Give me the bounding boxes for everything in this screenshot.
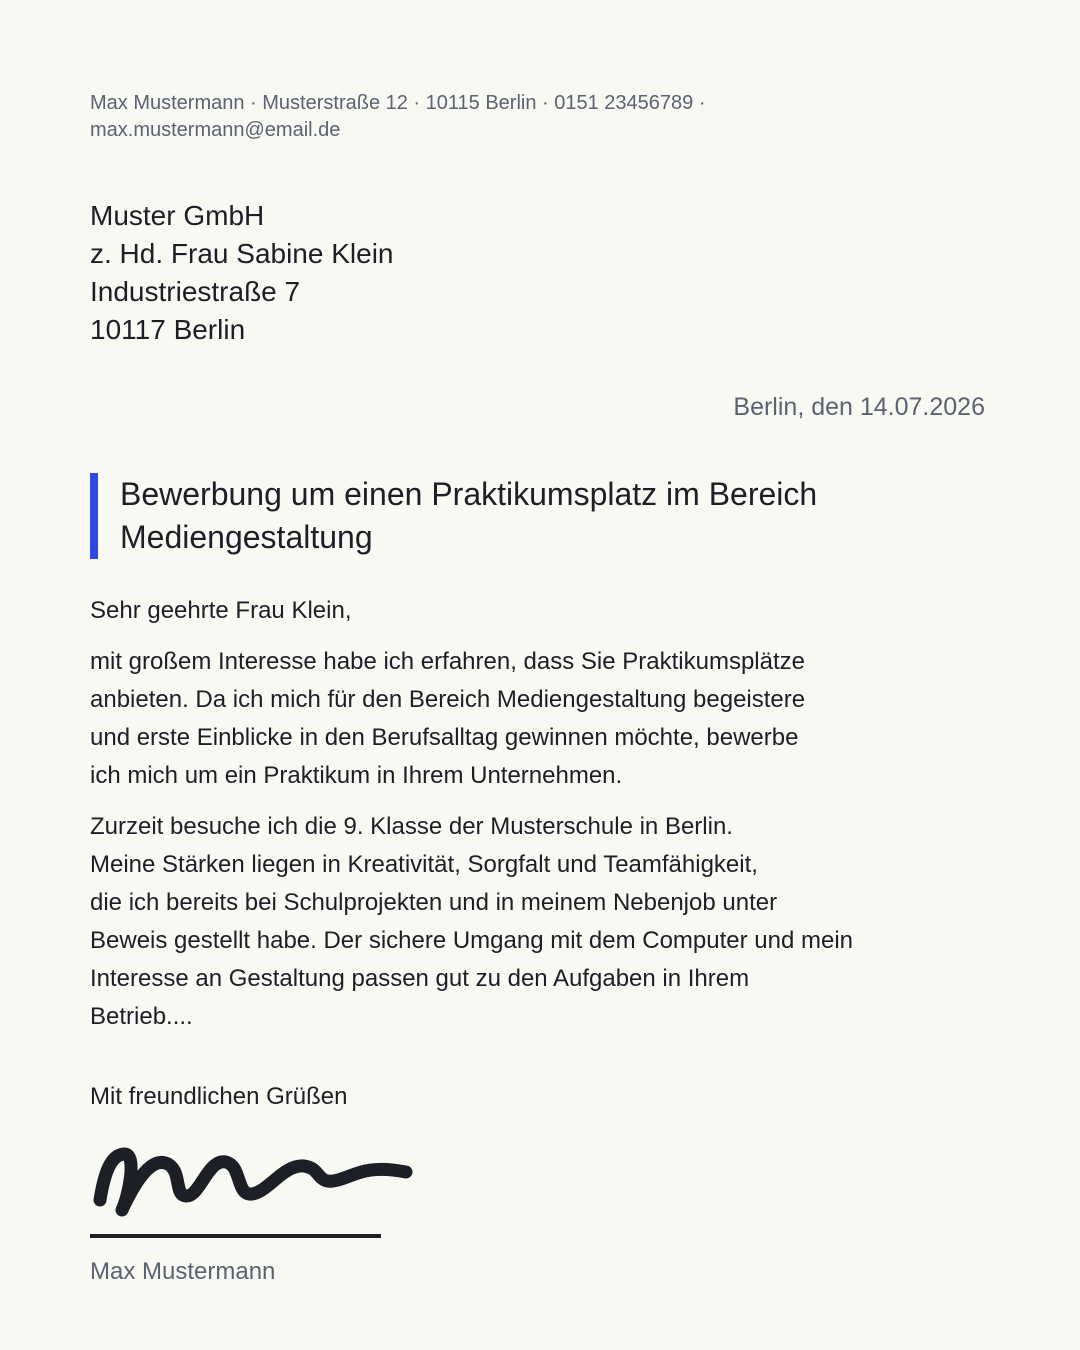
body-paragraph-2 — [90, 808, 853, 1036]
paragraph-line: die ich bereits bei Schulprojekten und in meinem Nebenjob unter — [90, 889, 778, 916]
sender-line-2: max.mustermann@email.de — [90, 119, 341, 141]
subject-block — [90, 473, 1000, 559]
paragraph-line: Meine Stärken liegen in Kreativität, Sorgfalt und Teamfähigkeit, — [90, 851, 758, 878]
recipient-attention: z. Hd. Frau Sabine Klein — [90, 238, 394, 269]
paragraph-line: Betrieb.... — [90, 1003, 193, 1030]
paragraph-line: und erste Einblicke in den Berufsalltag gewinnen möchte, bewerbe — [90, 724, 799, 751]
recipient-city: 10117 Berlin — [90, 314, 246, 345]
letter-page — [90, 0, 990, 1350]
paragraph-line: Beweis gestellt habe. Der sichere Umgang mit dem Computer und mein — [90, 927, 854, 954]
salutation: Sehr geehrte Frau Klein, — [90, 597, 352, 624]
paragraph-line: Interesse an Gestaltung passen gut zu den Aufgaben in Ihrem — [90, 965, 750, 992]
sender-line-1: Max Mustermann · Musterstraße 12 · 10115 Berlin · 0151 23456789 · — [90, 92, 706, 114]
recipient-company: Muster GmbH — [90, 200, 265, 231]
subject-line-2: Mediengestaltung — [120, 519, 373, 555]
signature-line — [90, 1234, 381, 1238]
signer-name: Max Mustermann — [90, 1258, 276, 1285]
letter-date: Berlin, den 14.07.2026 — [733, 393, 985, 421]
paragraph-line: ich mich um ein Praktikum in Ihrem Unternehmen. — [90, 762, 623, 789]
sender-address — [90, 90, 790, 144]
closing: Mit freundlichen Grüßen — [90, 1083, 348, 1110]
paragraph-line: Zurzeit besuche ich die 9. Klasse der Musterschule in Berlin. — [90, 813, 733, 840]
recipient-street: Industriestraße 7 — [90, 276, 301, 307]
paragraph-line: mit großem Interesse habe ich erfahren, dass Sie Praktikumsplätze — [90, 648, 805, 675]
paragraph-line: anbieten. Da ich mich für den Bereich Mediengestaltung begeistere — [90, 686, 806, 713]
recipient-address — [90, 197, 394, 349]
body-paragraph-1 — [90, 643, 805, 795]
subject-line-1: Bewerbung um einen Praktikumsplatz im Bereich — [120, 476, 818, 512]
handwritten-signature — [90, 1140, 420, 1225]
subject-line — [120, 473, 940, 559]
